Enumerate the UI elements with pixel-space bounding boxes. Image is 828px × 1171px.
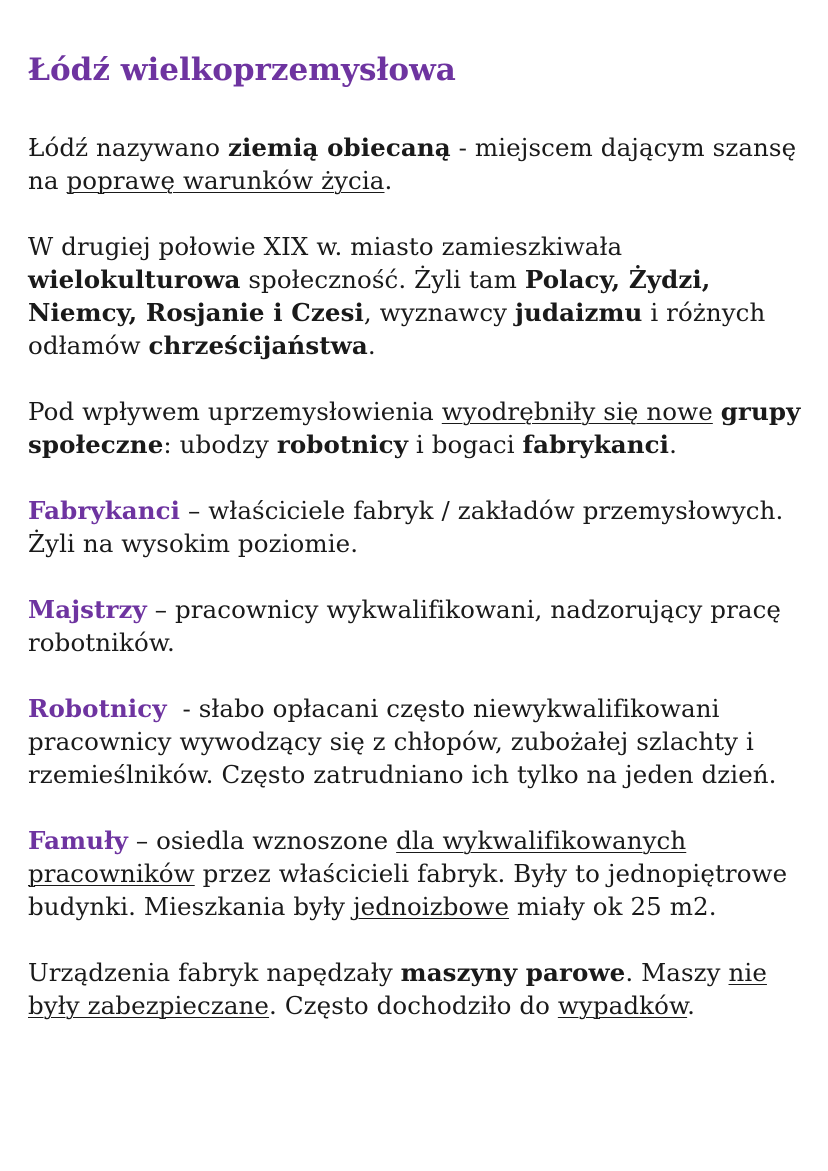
text-run: . Maszy [625, 958, 729, 988]
definition-term: Majstrzy [28, 595, 147, 625]
definition-majstrzy [28, 593, 808, 659]
bold-term: fabrykanci [522, 430, 670, 460]
bold-term: robotnicy [276, 430, 409, 460]
text-run: W drugiej połowie XIX w. miasto zamieszkiwała [28, 232, 623, 262]
text-run: miały ok 25 m2. [509, 892, 717, 922]
text-run: przez właścicieli fabryk. Były to jednopiętrowe budynki. Mieszkania były [28, 859, 788, 922]
text-run: Urządzenia fabryk napędzały [28, 958, 401, 988]
text-run: społeczność. Żyli tam [240, 265, 525, 295]
underlined-phrase: wyodrębniły się nowe [441, 397, 713, 427]
page-title: Łódź wielkoprzemysłowa [28, 52, 456, 88]
underlined-phrase: nie były zabezpieczane [28, 958, 767, 1021]
paragraph-social-groups [28, 395, 808, 461]
underlined-phrase: wypadków [557, 991, 688, 1021]
underlined-phrase: dla wykwalifikowanych pracowników [28, 826, 687, 889]
paragraph-multicultural [28, 230, 808, 362]
underlined-phrase: jednoizbowe [352, 892, 510, 922]
text-run: . Często dochodziło do [269, 991, 558, 1021]
definition-famuly [28, 824, 808, 923]
definition-term: Famuły [28, 826, 128, 856]
text-run: – osiedla wznoszone [127, 826, 397, 856]
bold-term: grupy społeczne [28, 397, 801, 460]
bold-term: Polacy, Żydzi, Niemcy, Rosjanie i Czesi [28, 265, 711, 328]
definition-term: Fabrykanci [28, 496, 181, 526]
text-run: i różnych odłamów [28, 298, 766, 361]
definition-text: - słabo opłacani często niewykwalifikowani pracownicy wywodzący się z chłopów, zubożałej szlachty i rzemieślników. Często zatrudniano ich tylko na jeden dzień. [28, 694, 777, 790]
definition-text: – właściciele fabryk / zakładów przemysłowych. Żyli na wysokim poziomie. [28, 496, 784, 559]
text-run: : ubodzy [163, 430, 277, 460]
definition-fabrykanci [28, 494, 808, 560]
definition-term: Robotnicy [28, 694, 167, 724]
bold-term: judaizmu [515, 298, 643, 328]
bold-term: ziemią obiecaną [227, 133, 451, 163]
text-run [713, 397, 721, 426]
text-run: Pod wpływem uprzemysłowienia [28, 397, 442, 427]
bold-term: maszyny parowe [400, 958, 626, 988]
definition-text: – pracownicy wykwalifikowani, nadzorujący pracę robotników. [28, 595, 782, 658]
text-run: . [687, 991, 695, 1021]
text-run: Łódź nazywano [28, 133, 228, 163]
text-run: . [367, 331, 376, 361]
bold-term: wielokulturowa [28, 265, 241, 295]
bold-term: chrześcijaństwa [148, 331, 368, 361]
text-run: - miejscem dającym szansę na [28, 133, 797, 196]
text-run: i bogaci [408, 430, 523, 460]
paragraph-steam-machines [28, 956, 808, 1022]
text-run: . [384, 166, 393, 196]
definition-robotnicy [28, 692, 808, 791]
text-run: , wyznawcy [363, 298, 515, 328]
underlined-phrase: poprawę warunków życia [66, 166, 385, 196]
paragraph-promised-land [28, 131, 808, 197]
text-run: . [669, 430, 677, 460]
